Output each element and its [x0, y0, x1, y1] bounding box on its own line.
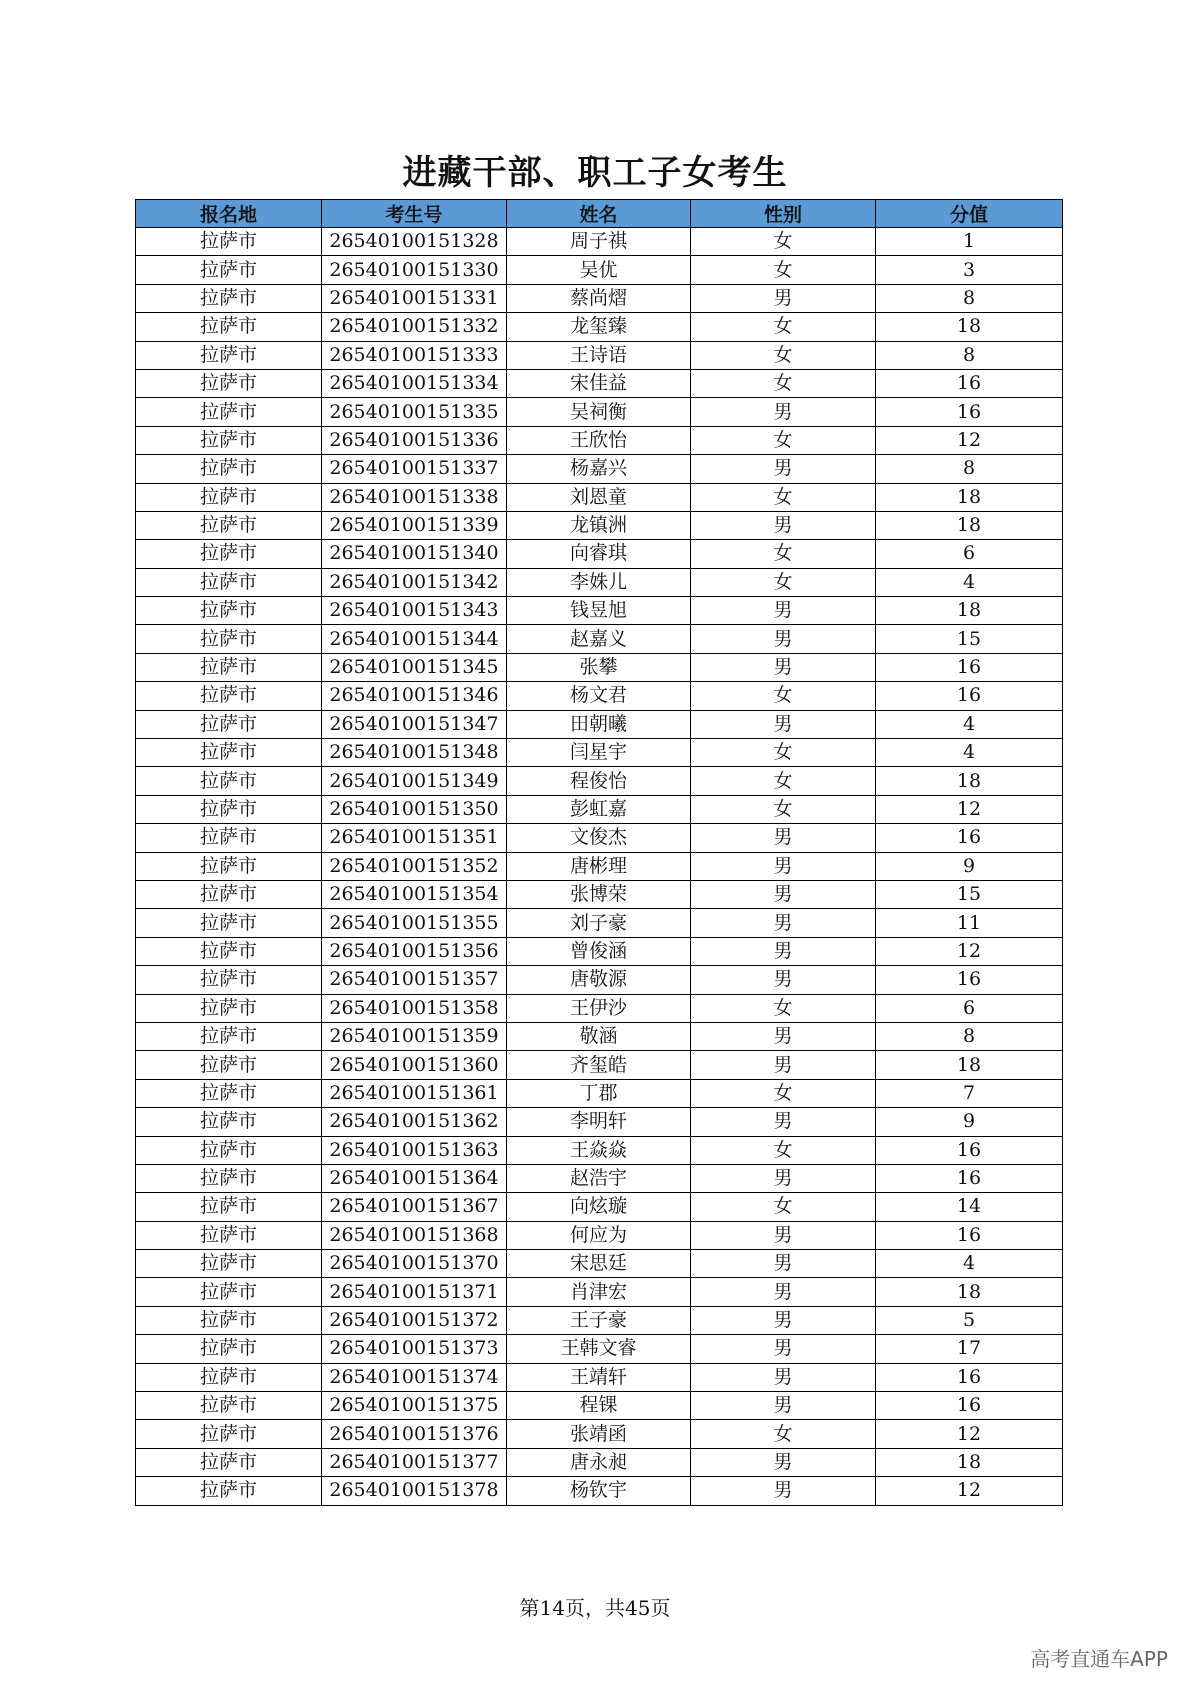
cell-gender: 女	[691, 1136, 876, 1164]
cell-name: 唐彬理	[507, 852, 691, 880]
cell-registration-place: 拉萨市	[136, 228, 322, 256]
table-row	[136, 369, 1063, 397]
table-row	[136, 1051, 1063, 1079]
cell-gender: 男	[691, 1108, 876, 1136]
table-row	[136, 1363, 1063, 1391]
cell-candidate-number: 26540100151373	[322, 1335, 507, 1363]
table-row	[136, 511, 1063, 539]
cell-gender: 男	[691, 824, 876, 852]
cell-registration-place: 拉萨市	[136, 1335, 322, 1363]
cell-candidate-number: 26540100151357	[322, 966, 507, 994]
table-row	[136, 313, 1063, 341]
cell-registration-place: 拉萨市	[136, 966, 322, 994]
cell-gender: 女	[691, 369, 876, 397]
cell-name: 王子豪	[507, 1306, 691, 1334]
cell-score: 18	[876, 483, 1063, 511]
cell-candidate-number: 26540100151358	[322, 994, 507, 1022]
table-row	[136, 1420, 1063, 1448]
cell-gender: 男	[691, 710, 876, 738]
cell-registration-place: 拉萨市	[136, 994, 322, 1022]
cell-candidate-number: 26540100151344	[322, 625, 507, 653]
cell-score: 8	[876, 1022, 1063, 1050]
cell-candidate-number: 26540100151331	[322, 284, 507, 312]
cell-candidate-number: 26540100151342	[322, 568, 507, 596]
cell-registration-place: 拉萨市	[136, 511, 322, 539]
table-row	[136, 1221, 1063, 1249]
cell-score: 18	[876, 313, 1063, 341]
cell-name: 王焱焱	[507, 1136, 691, 1164]
cell-gender: 男	[691, 597, 876, 625]
cell-gender: 男	[691, 1022, 876, 1050]
table-row	[136, 824, 1063, 852]
cell-name: 张攀	[507, 653, 691, 681]
cell-candidate-number: 26540100151356	[322, 937, 507, 965]
cell-registration-place: 拉萨市	[136, 824, 322, 852]
cell-candidate-number: 26540100151363	[322, 1136, 507, 1164]
cell-gender: 男	[691, 284, 876, 312]
header-score: 分值	[876, 200, 1063, 228]
cell-gender: 男	[691, 1164, 876, 1192]
cell-name: 肖津宏	[507, 1278, 691, 1306]
cell-candidate-number: 26540100151333	[322, 341, 507, 369]
candidate-table	[135, 199, 1063, 1506]
cell-gender: 男	[691, 1477, 876, 1505]
cell-name: 龙镇洲	[507, 511, 691, 539]
cell-name: 田朝曦	[507, 710, 691, 738]
cell-name: 丁郡	[507, 1079, 691, 1107]
cell-score: 16	[876, 1392, 1063, 1420]
header-candidate-number: 考生号	[322, 200, 507, 228]
cell-candidate-number: 26540100151336	[322, 426, 507, 454]
cell-score: 16	[876, 1221, 1063, 1249]
table-row	[136, 1448, 1063, 1476]
candidate-table-container	[135, 199, 1062, 1506]
cell-gender: 男	[691, 1221, 876, 1249]
cell-candidate-number: 26540100151348	[322, 739, 507, 767]
cell-candidate-number: 26540100151350	[322, 795, 507, 823]
cell-candidate-number: 26540100151335	[322, 398, 507, 426]
cell-name: 杨钦宇	[507, 1477, 691, 1505]
cell-name: 宋佳益	[507, 369, 691, 397]
table-row	[136, 284, 1063, 312]
cell-score: 6	[876, 994, 1063, 1022]
cell-score: 8	[876, 284, 1063, 312]
cell-gender: 男	[691, 511, 876, 539]
cell-registration-place: 拉萨市	[136, 284, 322, 312]
cell-gender: 男	[691, 852, 876, 880]
table-row	[136, 597, 1063, 625]
cell-score: 1	[876, 228, 1063, 256]
table-row	[136, 682, 1063, 710]
cell-gender: 男	[691, 937, 876, 965]
table-row	[136, 568, 1063, 596]
cell-score: 9	[876, 1108, 1063, 1136]
table-row	[136, 1477, 1063, 1505]
cell-registration-place: 拉萨市	[136, 1306, 322, 1334]
cell-score: 9	[876, 852, 1063, 880]
cell-name: 王伊沙	[507, 994, 691, 1022]
cell-registration-place: 拉萨市	[136, 455, 322, 483]
cell-candidate-number: 26540100151371	[322, 1278, 507, 1306]
cell-score: 4	[876, 710, 1063, 738]
cell-candidate-number: 26540100151372	[322, 1306, 507, 1334]
cell-registration-place: 拉萨市	[136, 1193, 322, 1221]
cell-score: 12	[876, 795, 1063, 823]
cell-name: 蔡尚熠	[507, 284, 691, 312]
table-header-row	[136, 200, 1063, 228]
cell-name: 王韩文睿	[507, 1335, 691, 1363]
cell-gender: 女	[691, 739, 876, 767]
cell-candidate-number: 26540100151370	[322, 1250, 507, 1278]
cell-name: 何应为	[507, 1221, 691, 1249]
cell-registration-place: 拉萨市	[136, 1392, 322, 1420]
cell-gender: 男	[691, 1448, 876, 1476]
cell-score: 15	[876, 880, 1063, 908]
cell-name: 宋思廷	[507, 1250, 691, 1278]
table-row	[136, 994, 1063, 1022]
cell-name: 唐敬源	[507, 966, 691, 994]
page-title: 进藏干部、职工子女考生	[402, 153, 788, 193]
cell-registration-place: 拉萨市	[136, 767, 322, 795]
header-gender: 性别	[691, 200, 876, 228]
table-row	[136, 625, 1063, 653]
cell-candidate-number: 26540100151364	[322, 1164, 507, 1192]
cell-score: 12	[876, 937, 1063, 965]
cell-registration-place: 拉萨市	[136, 1250, 322, 1278]
cell-gender: 女	[691, 682, 876, 710]
cell-gender: 女	[691, 313, 876, 341]
cell-registration-place: 拉萨市	[136, 1136, 322, 1164]
cell-score: 16	[876, 398, 1063, 426]
cell-name: 周子祺	[507, 228, 691, 256]
cell-gender: 女	[691, 1079, 876, 1107]
cell-registration-place: 拉萨市	[136, 625, 322, 653]
table-body	[136, 228, 1063, 1506]
cell-score: 16	[876, 824, 1063, 852]
cell-registration-place: 拉萨市	[136, 597, 322, 625]
page-number: 第14页，共45页	[519, 1596, 671, 1620]
cell-score: 16	[876, 966, 1063, 994]
cell-candidate-number: 26540100151339	[322, 511, 507, 539]
cell-gender: 男	[691, 1306, 876, 1334]
cell-registration-place: 拉萨市	[136, 1079, 322, 1107]
cell-candidate-number: 26540100151345	[322, 653, 507, 681]
cell-candidate-number: 26540100151347	[322, 710, 507, 738]
cell-name: 王靖轩	[507, 1363, 691, 1391]
watermark-text: 高考直通车APP	[1030, 1647, 1168, 1671]
table-row	[136, 767, 1063, 795]
cell-gender: 女	[691, 256, 876, 284]
cell-name: 文俊杰	[507, 824, 691, 852]
cell-candidate-number: 26540100151349	[322, 767, 507, 795]
cell-score: 5	[876, 1306, 1063, 1334]
cell-score: 8	[876, 455, 1063, 483]
cell-name: 向炫璇	[507, 1193, 691, 1221]
cell-gender: 男	[691, 398, 876, 426]
cell-candidate-number: 26540100151332	[322, 313, 507, 341]
cell-score: 18	[876, 1278, 1063, 1306]
cell-gender: 男	[691, 625, 876, 653]
cell-registration-place: 拉萨市	[136, 540, 322, 568]
cell-candidate-number: 26540100151374	[322, 1363, 507, 1391]
cell-gender: 女	[691, 795, 876, 823]
cell-score: 8	[876, 341, 1063, 369]
cell-gender: 女	[691, 994, 876, 1022]
cell-registration-place: 拉萨市	[136, 739, 322, 767]
table-row	[136, 1108, 1063, 1136]
table-row	[136, 937, 1063, 965]
cell-gender: 女	[691, 1193, 876, 1221]
header-registration-place: 报名地	[136, 200, 322, 228]
cell-registration-place: 拉萨市	[136, 937, 322, 965]
cell-candidate-number: 26540100151340	[322, 540, 507, 568]
cell-candidate-number: 26540100151354	[322, 880, 507, 908]
table-row	[136, 426, 1063, 454]
cell-name: 王诗语	[507, 341, 691, 369]
cell-score: 12	[876, 1420, 1063, 1448]
cell-candidate-number: 26540100151351	[322, 824, 507, 852]
cell-registration-place: 拉萨市	[136, 398, 322, 426]
cell-gender: 男	[691, 1278, 876, 1306]
table-row	[136, 1278, 1063, 1306]
cell-score: 18	[876, 597, 1063, 625]
cell-score: 6	[876, 540, 1063, 568]
cell-registration-place: 拉萨市	[136, 880, 322, 908]
cell-score: 3	[876, 256, 1063, 284]
cell-candidate-number: 26540100151334	[322, 369, 507, 397]
cell-gender: 女	[691, 341, 876, 369]
cell-registration-place: 拉萨市	[136, 1448, 322, 1476]
cell-gender: 男	[691, 1363, 876, 1391]
cell-score: 12	[876, 426, 1063, 454]
table-row	[136, 653, 1063, 681]
cell-registration-place: 拉萨市	[136, 1363, 322, 1391]
cell-candidate-number: 26540100151367	[322, 1193, 507, 1221]
table-row	[136, 228, 1063, 256]
cell-registration-place: 拉萨市	[136, 426, 322, 454]
cell-score: 16	[876, 653, 1063, 681]
cell-score: 4	[876, 1250, 1063, 1278]
cell-registration-place: 拉萨市	[136, 1022, 322, 1050]
cell-score: 16	[876, 682, 1063, 710]
cell-name: 王欣怡	[507, 426, 691, 454]
cell-name: 向睿琪	[507, 540, 691, 568]
cell-score: 18	[876, 767, 1063, 795]
cell-candidate-number: 26540100151343	[322, 597, 507, 625]
table-row	[136, 1136, 1063, 1164]
table-row	[136, 1335, 1063, 1363]
cell-candidate-number: 26540100151378	[322, 1477, 507, 1505]
cell-registration-place: 拉萨市	[136, 1164, 322, 1192]
cell-name: 程锞	[507, 1392, 691, 1420]
table-row	[136, 1079, 1063, 1107]
table-row	[136, 455, 1063, 483]
cell-gender: 女	[691, 540, 876, 568]
cell-name: 刘子豪	[507, 909, 691, 937]
cell-score: 4	[876, 739, 1063, 767]
cell-score: 14	[876, 1193, 1063, 1221]
cell-score: 16	[876, 1363, 1063, 1391]
cell-registration-place: 拉萨市	[136, 313, 322, 341]
cell-score: 17	[876, 1335, 1063, 1363]
table-row	[136, 483, 1063, 511]
cell-name: 彭虹嘉	[507, 795, 691, 823]
cell-registration-place: 拉萨市	[136, 369, 322, 397]
table-row	[136, 540, 1063, 568]
cell-candidate-number: 26540100151368	[322, 1221, 507, 1249]
cell-candidate-number: 26540100151330	[322, 256, 507, 284]
cell-score: 7	[876, 1079, 1063, 1107]
cell-registration-place: 拉萨市	[136, 1278, 322, 1306]
table-row	[136, 966, 1063, 994]
table-row	[136, 710, 1063, 738]
cell-registration-place: 拉萨市	[136, 1108, 322, 1136]
cell-candidate-number: 26540100151328	[322, 228, 507, 256]
cell-registration-place: 拉萨市	[136, 1420, 322, 1448]
cell-registration-place: 拉萨市	[136, 568, 322, 596]
table-row	[136, 852, 1063, 880]
table-row	[136, 341, 1063, 369]
table-row	[136, 795, 1063, 823]
cell-name: 程俊怡	[507, 767, 691, 795]
cell-name: 赵浩宇	[507, 1164, 691, 1192]
cell-registration-place: 拉萨市	[136, 483, 322, 511]
cell-registration-place: 拉萨市	[136, 909, 322, 937]
cell-name: 杨嘉兴	[507, 455, 691, 483]
cell-candidate-number: 26540100151360	[322, 1051, 507, 1079]
cell-gender: 女	[691, 483, 876, 511]
cell-registration-place: 拉萨市	[136, 852, 322, 880]
cell-registration-place: 拉萨市	[136, 1051, 322, 1079]
cell-score: 18	[876, 1448, 1063, 1476]
table-row	[136, 1306, 1063, 1334]
cell-gender: 女	[691, 568, 876, 596]
cell-gender: 男	[691, 653, 876, 681]
cell-registration-place: 拉萨市	[136, 1221, 322, 1249]
table-row	[136, 1250, 1063, 1278]
cell-gender: 男	[691, 1051, 876, 1079]
cell-candidate-number: 26540100151337	[322, 455, 507, 483]
cell-name: 唐永昶	[507, 1448, 691, 1476]
cell-gender: 男	[691, 1392, 876, 1420]
cell-candidate-number: 26540100151375	[322, 1392, 507, 1420]
table-row	[136, 739, 1063, 767]
cell-candidate-number: 26540100151352	[322, 852, 507, 880]
cell-gender: 男	[691, 966, 876, 994]
cell-candidate-number: 26540100151377	[322, 1448, 507, 1476]
cell-name: 敬涵	[507, 1022, 691, 1050]
cell-score: 18	[876, 1051, 1063, 1079]
cell-candidate-number: 26540100151359	[322, 1022, 507, 1050]
cell-name: 吴祠衡	[507, 398, 691, 426]
cell-name: 吴优	[507, 256, 691, 284]
table-row	[136, 256, 1063, 284]
table-row	[136, 880, 1063, 908]
cell-candidate-number: 26540100151338	[322, 483, 507, 511]
cell-gender: 女	[691, 767, 876, 795]
cell-name: 李明轩	[507, 1108, 691, 1136]
cell-gender: 男	[691, 455, 876, 483]
cell-score: 16	[876, 1136, 1063, 1164]
header-name: 姓名	[507, 200, 691, 228]
cell-candidate-number: 26540100151376	[322, 1420, 507, 1448]
cell-gender: 女	[691, 426, 876, 454]
cell-registration-place: 拉萨市	[136, 653, 322, 681]
cell-registration-place: 拉萨市	[136, 341, 322, 369]
cell-name: 张博荣	[507, 880, 691, 908]
cell-score: 18	[876, 511, 1063, 539]
table-row	[136, 1022, 1063, 1050]
cell-gender: 女	[691, 228, 876, 256]
cell-gender: 女	[691, 1420, 876, 1448]
cell-score: 16	[876, 369, 1063, 397]
cell-score: 4	[876, 568, 1063, 596]
cell-candidate-number: 26540100151355	[322, 909, 507, 937]
cell-name: 龙玺臻	[507, 313, 691, 341]
cell-name: 张靖函	[507, 1420, 691, 1448]
cell-gender: 男	[691, 1250, 876, 1278]
cell-score: 12	[876, 1477, 1063, 1505]
cell-registration-place: 拉萨市	[136, 795, 322, 823]
cell-registration-place: 拉萨市	[136, 710, 322, 738]
table-row	[136, 1193, 1063, 1221]
cell-name: 钱昱旭	[507, 597, 691, 625]
cell-score: 16	[876, 1164, 1063, 1192]
cell-name: 刘恩童	[507, 483, 691, 511]
cell-candidate-number: 26540100151362	[322, 1108, 507, 1136]
cell-gender: 男	[691, 880, 876, 908]
cell-score: 15	[876, 625, 1063, 653]
cell-registration-place: 拉萨市	[136, 256, 322, 284]
cell-registration-place: 拉萨市	[136, 1477, 322, 1505]
table-row	[136, 1392, 1063, 1420]
cell-name: 曾俊涵	[507, 937, 691, 965]
cell-candidate-number: 26540100151346	[322, 682, 507, 710]
cell-registration-place: 拉萨市	[136, 682, 322, 710]
cell-candidate-number: 26540100151361	[322, 1079, 507, 1107]
cell-score: 11	[876, 909, 1063, 937]
cell-gender: 男	[691, 909, 876, 937]
cell-name: 李姝儿	[507, 568, 691, 596]
table-row	[136, 1164, 1063, 1192]
cell-gender: 男	[691, 1335, 876, 1363]
table-row	[136, 398, 1063, 426]
cell-name: 闫星宇	[507, 739, 691, 767]
cell-name: 赵嘉义	[507, 625, 691, 653]
cell-name: 齐玺皓	[507, 1051, 691, 1079]
table-row	[136, 909, 1063, 937]
cell-name: 杨文君	[507, 682, 691, 710]
